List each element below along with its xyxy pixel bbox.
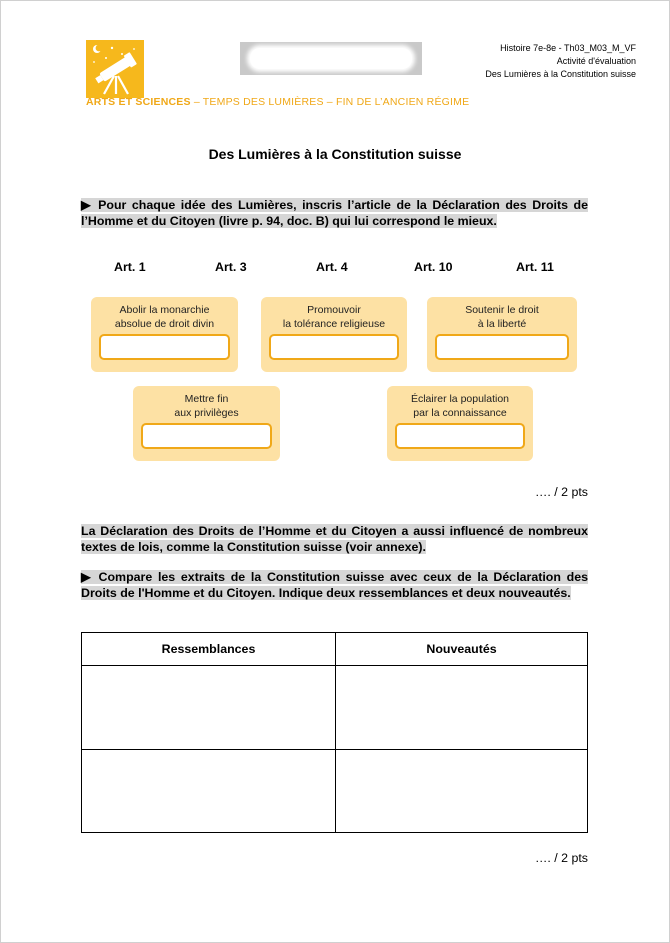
page-title: Des Lumières à la Constitution suisse: [208, 146, 462, 162]
ref-topic: Des Lumières à la Constitution suisse: [485, 69, 636, 79]
answer-cell[interactable]: [82, 750, 336, 833]
theme-banner: [86, 96, 469, 108]
answer-field[interactable]: [99, 334, 230, 360]
answer-field[interactable]: [141, 423, 272, 449]
idea-card-line: Promouvoir: [307, 304, 361, 316]
col-nouveautes: Nouveautés: [336, 633, 588, 666]
idea-card-line: absolue de droit divin: [114, 318, 215, 330]
ref-activity: Activité d'évaluation: [556, 56, 636, 66]
answer-field[interactable]: [395, 423, 525, 449]
points-score: …. / 2 pts: [534, 485, 588, 499]
intro-text: La Déclaration des Droits de l’Homme et du Citoyen a aussi influencé de nombreux textes de lois, comme la Constitution suisse (voir annexe).: [81, 524, 588, 554]
article-label: Art. 4: [316, 260, 348, 274]
task2-text: ▶ Compare les extraits de la Constitution suisse avec ceux de la Déclaration des Droits de l'Homme et du Citoyen. Indique deux ressemblances et deux nouveautés.: [81, 570, 588, 600]
ref-course: Histoire 7e-8e - Th03_M03_M_VF: [500, 43, 636, 53]
article-label: Art. 11: [516, 260, 554, 274]
banner-theme: ARTS ET SCIENCES: [86, 96, 191, 108]
answer-cell[interactable]: [82, 666, 336, 750]
idea-card-line: à la liberté: [477, 318, 527, 330]
task2-instruction: [81, 569, 588, 601]
idea-card-line: aux privilèges: [174, 407, 239, 419]
comparison-table: [81, 632, 588, 833]
intro-paragraph: [81, 523, 588, 555]
article-label: Art. 10: [414, 260, 453, 274]
idea-card-line: Mettre fin: [184, 393, 229, 405]
school-stamp: [240, 42, 422, 75]
task1-text: ▶ Pour chaque idée des Lumières, inscris l’article de la Déclaration des Droits de l’Homme et du Citoyen (livre p. 94, doc. B) qui lui correspond le mieux.: [81, 198, 588, 228]
idea-card-line: Abolir la monarchie: [119, 304, 210, 316]
idea-card: [91, 297, 238, 372]
idea-card-line: par la connaissance: [413, 407, 507, 419]
document-reference: [485, 42, 636, 81]
answer-field[interactable]: [435, 334, 569, 360]
table-row: [82, 666, 588, 750]
task1-instruction: [81, 197, 588, 229]
telescope-icon: [86, 40, 144, 98]
idea-card: [133, 386, 280, 461]
article-label: Art. 1: [114, 260, 146, 274]
table-header-row: [82, 633, 588, 666]
answer-cell[interactable]: [336, 750, 588, 833]
answer-field[interactable]: [269, 334, 399, 360]
points-score: …. / 2 pts: [534, 851, 588, 865]
idea-card-line: Soutenir le droit: [465, 304, 539, 316]
idea-card: [261, 297, 407, 372]
table-row: [82, 750, 588, 833]
idea-card-line: Éclairer la population: [410, 393, 510, 405]
banner-subtitle: – TEMPS DES LUMIÈRES – FIN DE L’ANCIEN RÉGIME: [190, 96, 470, 108]
idea-card: [387, 386, 533, 461]
answer-cell[interactable]: [336, 666, 588, 750]
col-ressemblances: Ressemblances: [82, 633, 336, 666]
article-label: Art. 3: [215, 260, 247, 274]
idea-card-line: la tolérance religieuse: [282, 318, 386, 330]
idea-card: [427, 297, 577, 372]
